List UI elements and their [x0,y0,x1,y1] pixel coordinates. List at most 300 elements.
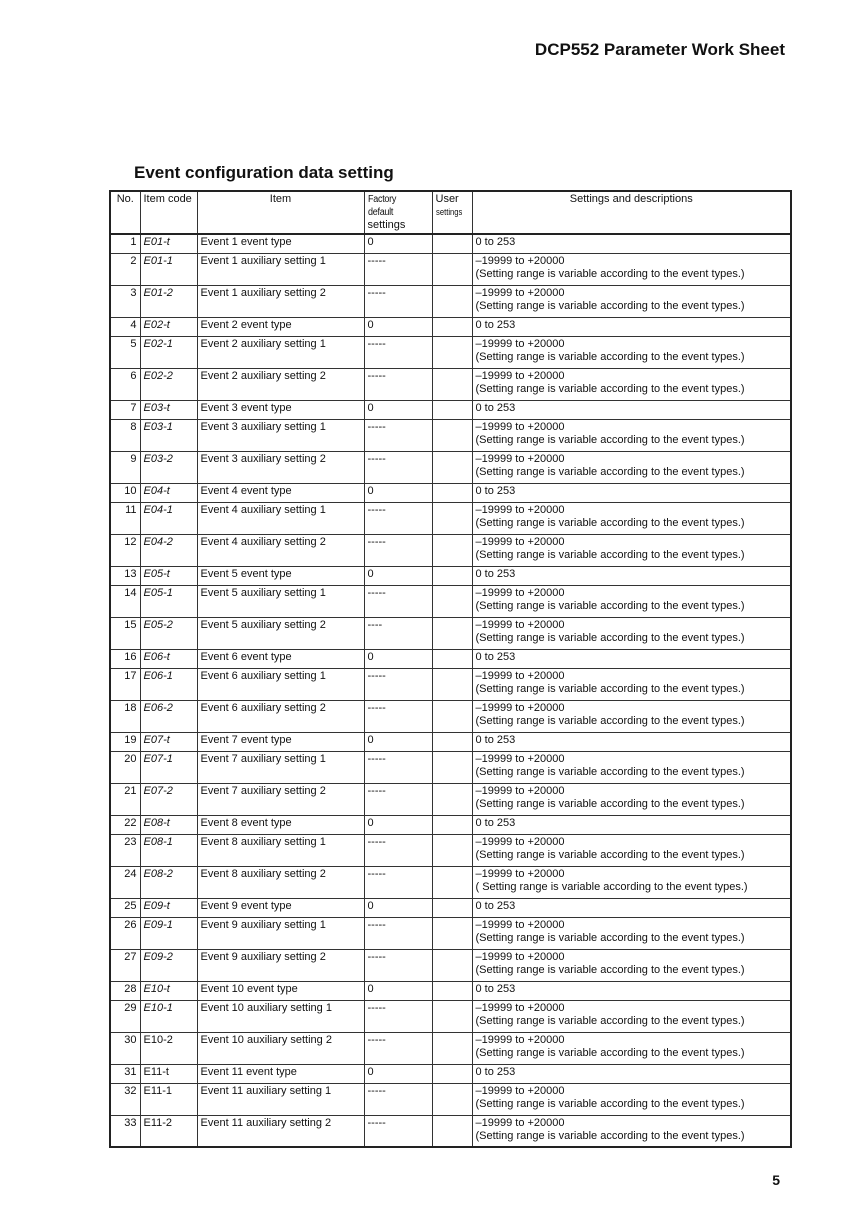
setting-range: 0 to 253 [475,816,516,829]
factory-default-cell: 0 [364,898,432,917]
user-setting-cell[interactable] [432,1032,472,1064]
user-setting-cell[interactable] [432,400,472,419]
row-number-cell: 15 [110,617,140,649]
setting-note: (Setting range is variable according to the event types.) [475,1097,745,1110]
factory-default-cell: ----- [364,451,432,483]
settings-description-cell [472,783,791,815]
item-code-cell: E10-2 [140,1032,197,1064]
item-code-cell: E07-2 [140,783,197,815]
factory-default-cell: ----- [364,751,432,783]
row-number-cell: 27 [110,949,140,981]
item-name-cell: Event 4 event type [197,483,364,502]
item-code-cell: E05-t [140,566,197,585]
row-number-cell: 7 [110,400,140,419]
setting-range: –19999 to +20000 [475,254,565,267]
row-number-cell: 5 [110,336,140,368]
column-header-no: No. [110,191,140,234]
setting-range: –19999 to +20000 [475,452,565,465]
item-code-cell: E09-2 [140,949,197,981]
table-header-row [110,191,791,234]
settings-description-cell [472,253,791,285]
setting-range: 0 to 253 [475,236,516,248]
item-code-cell: E11-t [140,1064,197,1083]
item-name-cell: Event 8 auxiliary setting 1 [197,834,364,866]
factory-default-cell: ----- [364,1000,432,1032]
row-number-cell: 23 [110,834,140,866]
user-setting-cell[interactable] [432,732,472,751]
factory-default-cell: ----- [364,419,432,451]
row-number-cell: 16 [110,649,140,668]
setting-note: (Setting range is variable according to the event types.) [475,714,745,727]
parameter-table [109,190,792,1148]
row-number-cell: 29 [110,1000,140,1032]
row-number-cell: 2 [110,253,140,285]
setting-range: 0 to 253 [475,650,516,663]
settings-description-cell [472,368,791,400]
row-number-cell: 26 [110,917,140,949]
setting-note: (Setting range is variable according to the event types.) [475,797,745,810]
settings-description-cell [472,815,791,834]
setting-note: (Setting range is variable according to the event types.) [475,350,745,363]
column-header-factory-default [364,191,432,234]
settings-description-cell [472,1032,791,1064]
settings-description-cell [472,751,791,783]
setting-range: –19999 to +20000 [475,701,565,714]
table-row [110,783,791,815]
settings-description-cell [472,649,791,668]
setting-range: –19999 to +20000 [475,752,565,765]
item-name-cell: Event 3 auxiliary setting 2 [197,451,364,483]
item-name-cell: Event 2 auxiliary setting 2 [197,368,364,400]
setting-range: 0 to 253 [475,401,516,414]
row-number-cell: 20 [110,751,140,783]
user-setting-cell[interactable] [432,700,472,732]
column-header-settings-descriptions: Settings and descriptions [472,191,791,234]
table-row [110,534,791,566]
table-row [110,400,791,419]
row-number-cell: 3 [110,285,140,317]
row-number-cell: 12 [110,534,140,566]
section-title: Event configuration data setting [134,163,394,182]
user-setting-cell[interactable] [432,1000,472,1032]
setting-range: –19999 to +20000 [475,535,565,548]
setting-note: (Setting range is variable according to the event types.) [475,465,745,478]
item-name-cell: Event 8 auxiliary setting 2 [197,866,364,898]
factory-default-cell: ----- [364,668,432,700]
row-number-cell: 28 [110,981,140,1000]
settings-description-cell [472,700,791,732]
table-row [110,451,791,483]
table-row [110,566,791,585]
settings-description-cell [472,566,791,585]
user-setting-cell[interactable] [432,815,472,834]
user-setting-cell[interactable] [432,368,472,400]
setting-range: –19999 to +20000 [475,950,565,963]
factory-default-cell: 0 [364,815,432,834]
user-setting-cell[interactable] [432,617,472,649]
item-name-cell: Event 6 auxiliary setting 1 [197,668,364,700]
item-name-cell: Event 7 event type [197,732,364,751]
user-setting-cell[interactable] [432,1064,472,1083]
table-row [110,483,791,502]
item-code-cell: E02-1 [140,336,197,368]
setting-note: (Setting range is variable according to the event types.) [475,1129,745,1142]
setting-range: –19999 to +20000 [475,835,565,848]
setting-range: –19999 to +20000 [475,337,565,350]
setting-note: (Setting range is variable according to the event types.) [475,516,745,529]
row-number-cell: 30 [110,1032,140,1064]
user-setting-cell[interactable] [432,585,472,617]
factory-default-cell: ----- [364,949,432,981]
item-code-cell: E07-1 [140,751,197,783]
row-number-cell: 19 [110,732,140,751]
user-setting-cell[interactable] [432,253,472,285]
row-number-cell: 22 [110,815,140,834]
item-name-cell: Event 10 auxiliary setting 2 [197,1032,364,1064]
item-code-cell: E02-t [140,317,197,336]
table-row [110,917,791,949]
factory-default-cell: 0 [364,649,432,668]
item-code-cell: E01-1 [140,253,197,285]
item-name-cell: Event 10 event type [197,981,364,1000]
table-row [110,949,791,981]
user-setting-cell[interactable] [432,1115,472,1147]
factory-default-cell: 0 [364,483,432,502]
user-setting-cell[interactable] [432,649,472,668]
factory-default-cell: 0 [364,981,432,1000]
item-name-cell: Event 7 auxiliary setting 2 [197,783,364,815]
settings-description-cell [472,502,791,534]
setting-note: (Setting range is variable according to the event types.) [475,299,745,312]
settings-description-cell [472,1115,791,1147]
settings-description-cell [472,617,791,649]
row-number-cell: 24 [110,866,140,898]
setting-range: –19999 to +20000 [475,503,565,516]
user-setting-cell[interactable] [432,336,472,368]
item-code-cell: E11-1 [140,1083,197,1115]
item-code-cell: E06-2 [140,700,197,732]
setting-range: –19999 to +20000 [475,1001,565,1014]
factory-default-cell: 0 [364,400,432,419]
factory-default-cell: 0 [364,732,432,751]
user-setting-cell[interactable] [432,751,472,783]
row-number-cell: 14 [110,585,140,617]
factory-default-cell: ----- [364,368,432,400]
column-header-item: Item [197,191,364,234]
table-row [110,1083,791,1115]
item-code-cell: E07-t [140,732,197,751]
row-number-cell: 18 [110,700,140,732]
item-code-cell: E03-2 [140,451,197,483]
row-number-cell: 33 [110,1115,140,1147]
user-setting-cell[interactable] [432,317,472,336]
settings-description-cell [472,1000,791,1032]
table-row [110,336,791,368]
factory-default-cell: ----- [364,783,432,815]
settings-description-cell [472,419,791,451]
settings-description-cell [472,451,791,483]
setting-range: –19999 to +20000 [475,286,565,299]
setting-range: –19999 to +20000 [475,784,565,797]
setting-range: –19999 to +20000 [475,918,565,931]
setting-note: (Setting range is variable according to the event types.) [475,631,745,644]
item-code-cell: E10-1 [140,1000,197,1032]
item-name-cell: Event 11 event type [197,1064,364,1083]
setting-range: –19999 to +20000 [475,618,565,631]
table-row [110,1032,791,1064]
table-row [110,1064,791,1083]
page-number: 5 [772,1172,780,1188]
column-header-user-settings [432,191,472,234]
row-number-cell: 32 [110,1083,140,1115]
item-code-cell: E06-t [140,649,197,668]
item-name-cell: Event 2 event type [197,317,364,336]
factory-default-cell: ----- [364,253,432,285]
row-number-cell: 11 [110,502,140,534]
item-code-cell: E04-2 [140,534,197,566]
factory-default-cell: ----- [364,585,432,617]
settings-description-cell [472,866,791,898]
item-name-cell: Event 9 auxiliary setting 2 [197,949,364,981]
user-setting-cell[interactable] [432,451,472,483]
factory-default-cell: ----- [364,834,432,866]
item-code-cell: E11-2 [140,1115,197,1147]
factory-default-cell: 0 [364,1064,432,1083]
setting-note: (Setting range is variable according to the event types.) [475,848,745,861]
setting-note: (Setting range is variable according to the event types.) [475,1046,745,1059]
item-name-cell: Event 1 event type [197,234,364,253]
table-row [110,368,791,400]
item-name-cell: Event 5 event type [197,566,364,585]
table-row [110,502,791,534]
setting-range: –19999 to +20000 [475,586,565,599]
table-row [110,815,791,834]
table-row [110,419,791,451]
settings-description-cell [472,668,791,700]
settings-description-cell [472,534,791,566]
settings-description-cell [472,917,791,949]
row-number-cell: 6 [110,368,140,400]
item-code-cell: E10-t [140,981,197,1000]
user-setting-cell[interactable] [432,502,472,534]
factory-default-cell: ----- [364,1032,432,1064]
setting-note: (Setting range is variable according to the event types.) [475,599,745,612]
item-code-cell: E09-t [140,898,197,917]
settings-description-cell [472,949,791,981]
item-name-cell: Event 3 auxiliary setting 1 [197,419,364,451]
user-setting-cell[interactable] [432,981,472,1000]
settings-description-cell [472,898,791,917]
factory-default-cell: ----- [364,866,432,898]
item-name-cell: Event 1 auxiliary setting 2 [197,285,364,317]
user-setting-cell[interactable] [432,834,472,866]
table-row [110,234,791,253]
user-setting-cell[interactable] [432,949,472,981]
column-header-item-code: Item code [140,191,197,234]
factory-default-cell: ----- [364,1115,432,1147]
factory-default-cell: ----- [364,502,432,534]
item-code-cell: E08-t [140,815,197,834]
setting-note: (Setting range is variable according to the event types.) [475,765,745,778]
setting-note: (Setting range is variable according to the event types.) [475,548,745,561]
user-setting-cell[interactable] [432,783,472,815]
table-row [110,751,791,783]
row-number-cell: 8 [110,419,140,451]
item-name-cell: Event 9 auxiliary setting 1 [197,917,364,949]
factory-default-cell: 0 [364,317,432,336]
item-code-cell: E09-1 [140,917,197,949]
item-name-cell: Event 7 auxiliary setting 1 [197,751,364,783]
user-setting-cell[interactable] [432,534,472,566]
item-name-cell: Event 6 auxiliary setting 2 [197,700,364,732]
table-row [110,285,791,317]
setting-note: ( Setting range is variable according to the event types.) [475,880,748,893]
settings-description-cell [472,585,791,617]
item-code-cell: E04-t [140,483,197,502]
table-body [110,234,791,1147]
setting-range: –19999 to +20000 [475,420,565,433]
settings-description-cell [472,336,791,368]
factory-default-cell: ----- [364,1083,432,1115]
settings-description-cell [472,834,791,866]
setting-note: (Setting range is variable according to the event types.) [475,382,745,395]
setting-range: –19999 to +20000 [475,1084,565,1097]
factory-default-cell: 0 [364,234,432,253]
item-name-cell: Event 8 event type [197,815,364,834]
setting-range: –19999 to +20000 [475,867,565,880]
setting-range: 0 to 253 [475,567,516,580]
setting-note: (Setting range is variable according to the event types.) [475,682,745,695]
settings-description-cell [472,732,791,751]
user-setting-cell[interactable] [432,483,472,502]
row-number-cell: 21 [110,783,140,815]
row-number-cell: 10 [110,483,140,502]
item-code-cell: E01-t [140,234,197,253]
factory-default-label-line2: settings [367,219,406,231]
item-name-cell: Event 6 event type [197,649,364,668]
table-row [110,649,791,668]
table-row [110,700,791,732]
user-setting-cell[interactable] [432,668,472,700]
table-row [110,668,791,700]
item-name-cell: Event 9 event type [197,898,364,917]
factory-default-cell: ----- [364,285,432,317]
factory-default-cell: ----- [364,700,432,732]
user-setting-cell[interactable] [432,234,472,253]
row-number-cell: 9 [110,451,140,483]
settings-description-cell [472,483,791,502]
item-name-cell: Event 3 event type [197,400,364,419]
row-number-cell: 1 [110,234,140,253]
factory-default-label-line1: Factory default [367,194,396,218]
setting-range: 0 to 253 [475,899,516,912]
user-setting-cell[interactable] [432,419,472,451]
settings-description-cell [472,1083,791,1115]
user-setting-cell[interactable] [432,866,472,898]
user-setting-cell[interactable] [432,898,472,917]
item-name-cell: Event 11 auxiliary setting 2 [197,1115,364,1147]
item-name-cell: Event 5 auxiliary setting 2 [197,617,364,649]
user-setting-cell[interactable] [432,1083,472,1115]
setting-note: (Setting range is variable according to the event types.) [475,267,745,280]
row-number-cell: 17 [110,668,140,700]
settings-description-cell [472,285,791,317]
table-row [110,1000,791,1032]
item-name-cell: Event 10 auxiliary setting 1 [197,1000,364,1032]
setting-range: 0 to 253 [475,318,516,331]
user-setting-cell[interactable] [432,917,472,949]
user-label-line2: settings [435,207,462,217]
user-setting-cell[interactable] [432,285,472,317]
factory-default-cell: ----- [364,534,432,566]
item-code-cell: E05-2 [140,617,197,649]
table-row [110,981,791,1000]
item-name-cell: Event 11 auxiliary setting 1 [197,1083,364,1115]
setting-note: (Setting range is variable according to the event types.) [475,433,745,446]
row-number-cell: 31 [110,1064,140,1083]
item-code-cell: E02-2 [140,368,197,400]
table-row [110,585,791,617]
table-row [110,1115,791,1147]
item-code-cell: E04-1 [140,502,197,534]
settings-description-cell [472,234,791,253]
settings-description-cell [472,317,791,336]
item-code-cell: E03-t [140,400,197,419]
row-number-cell: 13 [110,566,140,585]
factory-default-cell: 0 [364,566,432,585]
setting-note: (Setting range is variable according to the event types.) [475,1014,745,1027]
item-code-cell: E06-1 [140,668,197,700]
item-code-cell: E01-2 [140,285,197,317]
table-row [110,617,791,649]
setting-range: 0 to 253 [475,1065,516,1078]
item-code-cell: E08-1 [140,834,197,866]
item-code-cell: E08-2 [140,866,197,898]
setting-note: (Setting range is variable according to the event types.) [475,931,745,944]
setting-range: –19999 to +20000 [475,669,565,682]
settings-description-cell [472,1064,791,1083]
item-code-cell: E03-1 [140,419,197,451]
item-name-cell: Event 1 auxiliary setting 1 [197,253,364,285]
setting-range: –19999 to +20000 [475,369,565,382]
item-name-cell: Event 5 auxiliary setting 1 [197,585,364,617]
row-number-cell: 25 [110,898,140,917]
table-row [110,317,791,336]
item-name-cell: Event 2 auxiliary setting 1 [197,336,364,368]
settings-description-cell [472,400,791,419]
item-code-cell: E05-1 [140,585,197,617]
user-label-line1: User [435,193,459,205]
factory-default-cell: ---- [364,617,432,649]
setting-range: –19999 to +20000 [475,1033,565,1046]
user-setting-cell[interactable] [432,566,472,585]
setting-range: 0 to 253 [475,484,516,497]
item-name-cell: Event 4 auxiliary setting 2 [197,534,364,566]
row-number-cell: 4 [110,317,140,336]
setting-range: –19999 to +20000 [475,1116,565,1129]
table-row [110,253,791,285]
document-title: DCP552 Parameter Work Sheet [534,40,785,59]
factory-default-cell: ----- [364,917,432,949]
setting-range: 0 to 253 [475,733,516,746]
table-row [110,834,791,866]
setting-note: (Setting range is variable according to the event types.) [475,963,745,976]
table-row [110,866,791,898]
item-name-cell: Event 4 auxiliary setting 1 [197,502,364,534]
table-row [110,732,791,751]
factory-default-cell: ----- [364,336,432,368]
setting-range: 0 to 253 [475,982,516,995]
